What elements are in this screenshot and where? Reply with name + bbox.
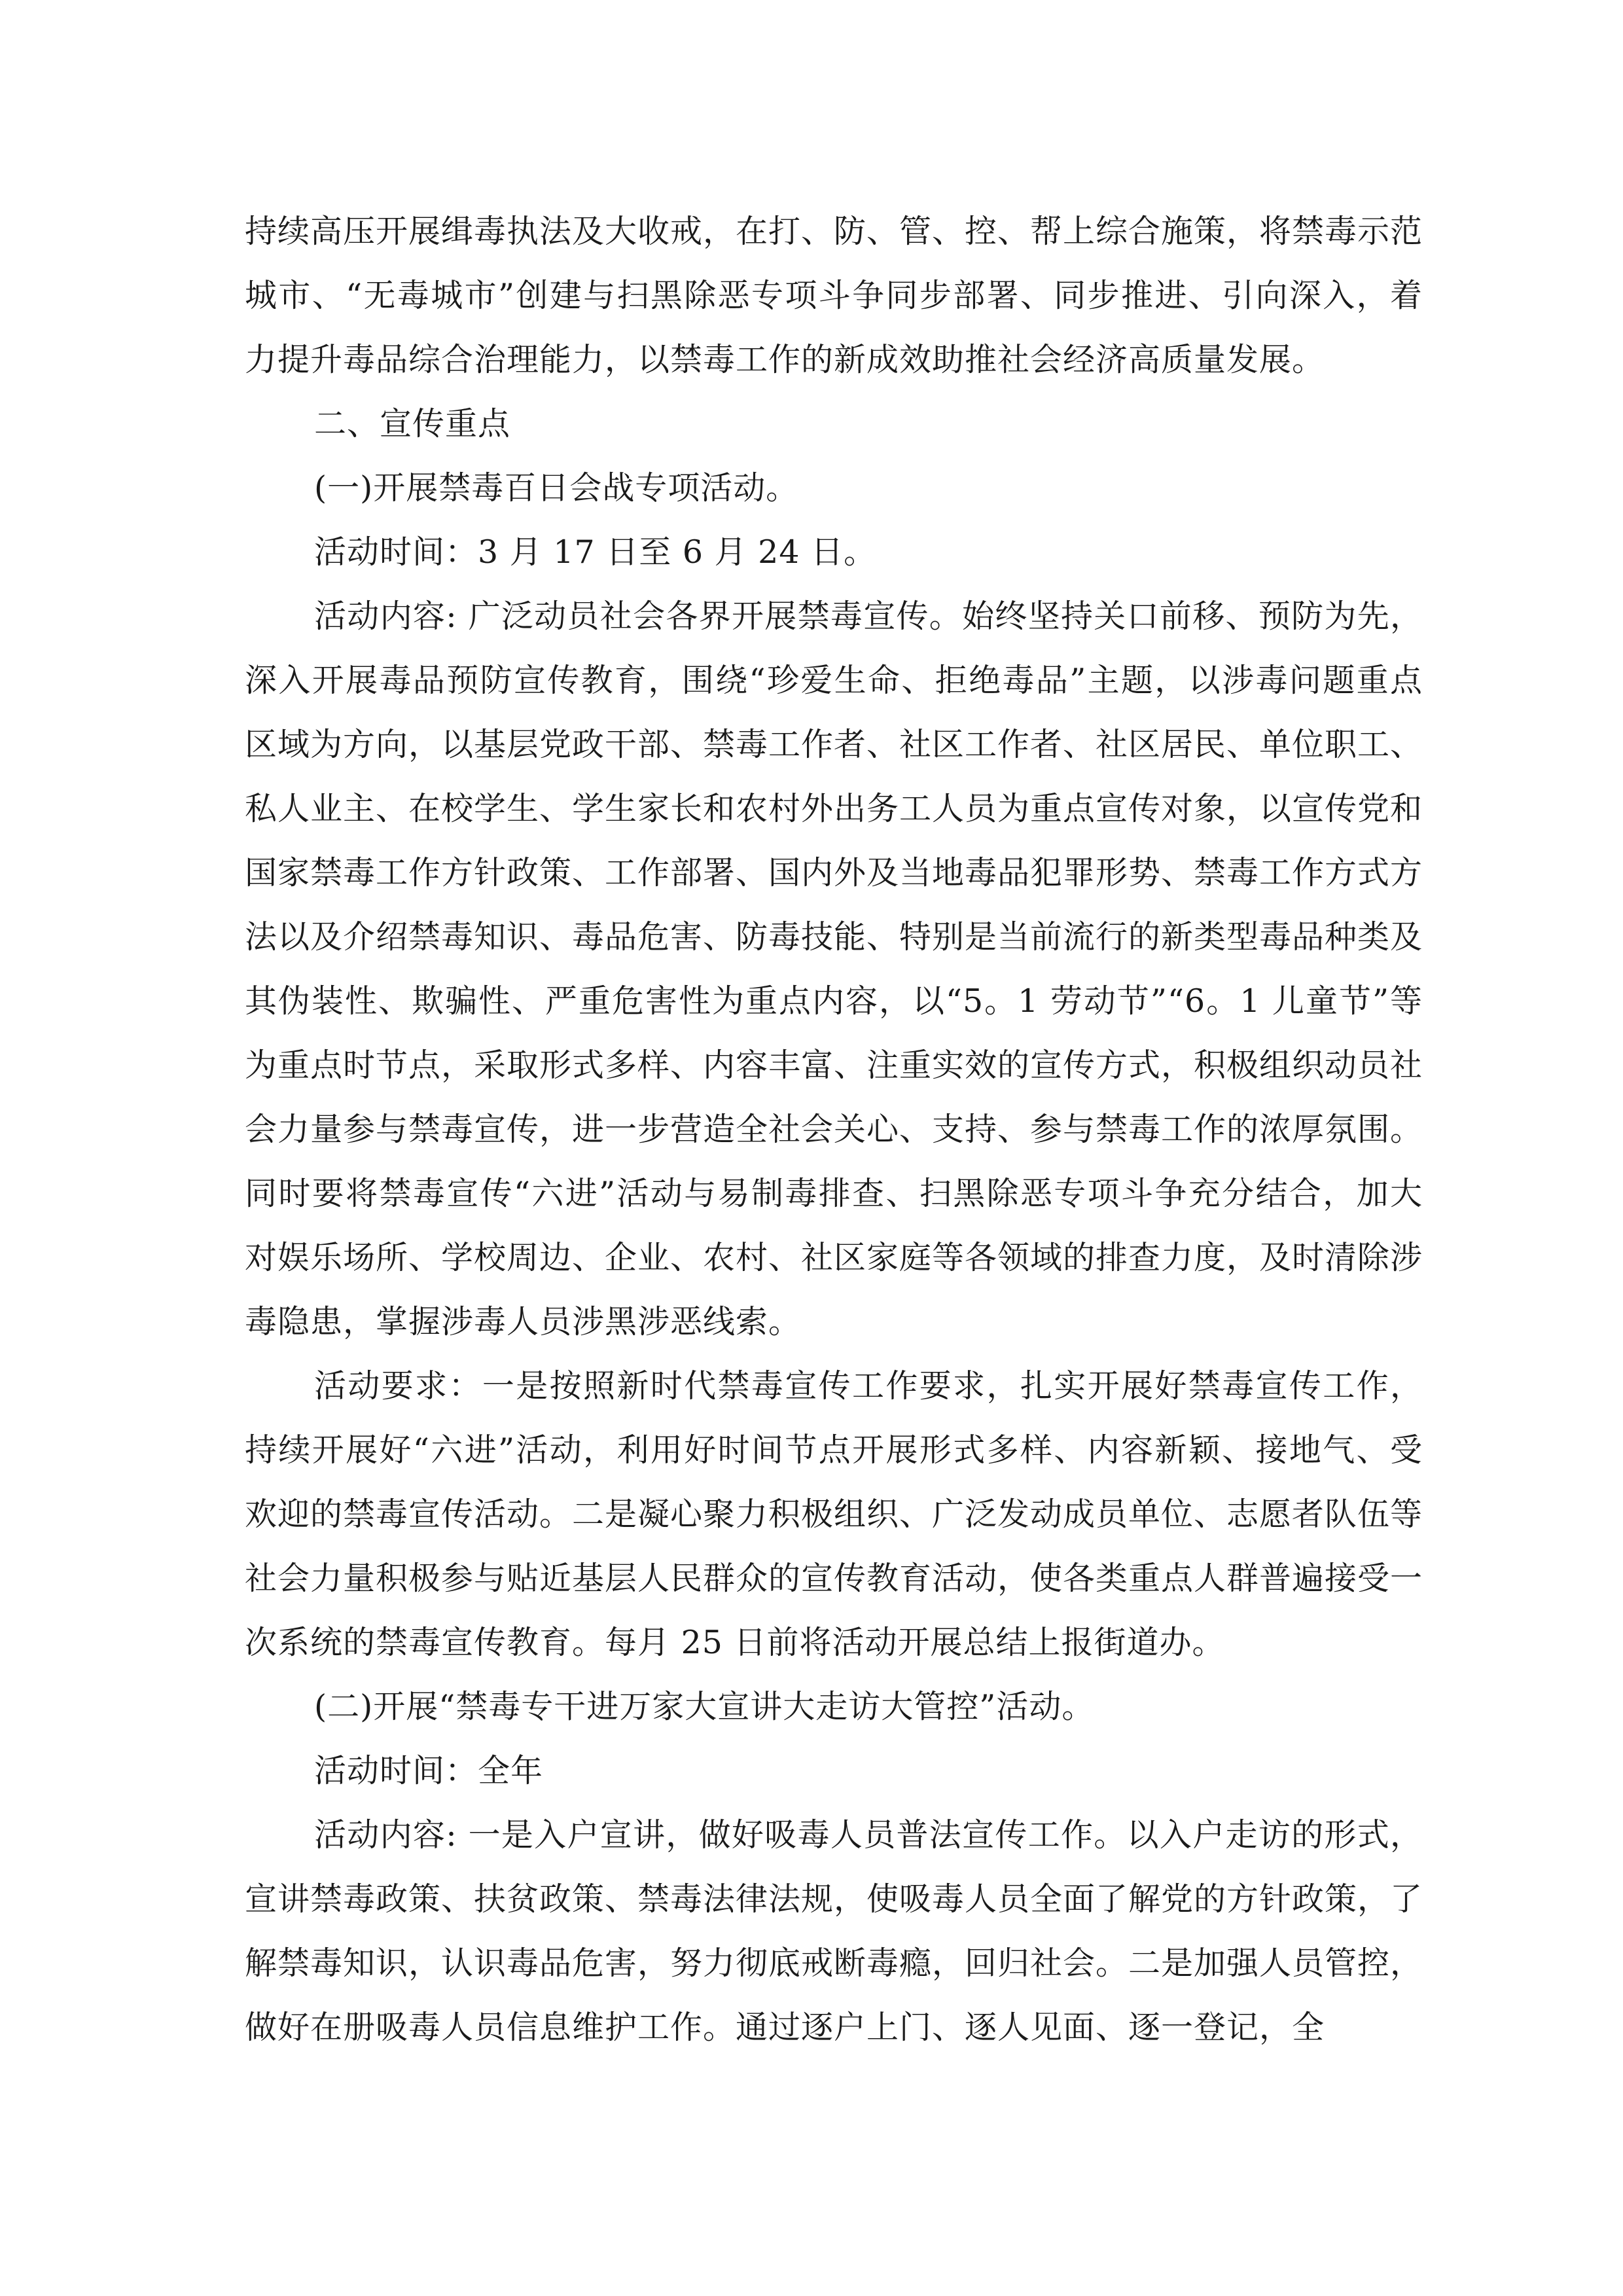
paragraph-activity-time-1: 活动时间：3 月 17 日至 6 月 24 日。 (314, 533, 877, 571)
paragraph-continuation: 持续高压开展缉毒执法及大收戒，在打、防、管、控、帮上综合施策，将禁毒示范城市、“无毒城市”创建与扫黑除恶专项斗争同步部署、同步推进、引向深入，着力提升毒品综合治理能力，以禁毒工作的新成效助推社会经济高质量发展。 (245, 213, 1423, 378)
paragraph-activity-content-2: 活动内容: 一是入户宣讲，做好吸毒人员普法宣传工作。以入户走访的形式，宣讲禁毒政策、扶贫政策、禁毒法律法规，使吸毒人员全面了解党的方针政策，了解禁毒知识，认识毒品危害，努力彻底戒断毒瘾，回归社会。二是加强人员管控，做好在册吸毒人员信息维护工作。通过逐户上门、逐人见面、逐一登记，全 (245, 1816, 1423, 2046)
subsection-heading-home-visits-campaign: (二)开展“禁毒专干进万家大宣讲大走访大管控”活动。 (314, 1688, 1095, 1725)
section-heading-publicity-focus: 二、宣传重点 (314, 405, 511, 442)
paragraph-activity-requirements-1: 活动要求：一是按照新时代禁毒宣传工作要求，扎实开展好禁毒宣传工作，持续开展好“六进”活动，利用好时间节点开展形式多样、内容新颖、接地气、受欢迎的禁毒宣传活动。二是凝心聚力积极组织、广泛发动成员单位、志愿者队伍等社会力量积极参与贴近基层人民群众的宣传教育活动，使各类重点人群普遍接受一次系统的禁毒宣传教育。每月 25 日前将活动开展总结上报街道办。 (245, 1367, 1423, 1661)
document-body (245, 200, 1423, 2060)
paragraph-activity-time-2: 活动时间：全年 (314, 1752, 544, 1789)
paragraph-activity-content-1: 活动内容: 广泛动员社会各界开展禁毒宣传。始终坚持关口前移、预防为先，深入开展毒品预防宣传教育，围绕“珍爱生命、拒绝毒品”主题，以涉毒问题重点区域为方向，以基层党政干部、禁毒工作者、社区工作者、社区居民、单位职工、私人业主、在校学生、学生家长和农村外出务工人员为重点宣传对象，以宣传党和国家禁毒工作方针政策、工作部署、国内外及当地毒品犯罪形势、禁毒工作方式方法以及介绍禁毒知识、毒品危害、防毒技能、特别是当前流行的新类型毒品种类及其伪装性、欺骗性、严重危害性为重点内容，以“5。1 劳动节”“6。1 儿童节”等为重点时节点，采取形式多样、内容丰富、注重实效的宣传方式，积极组织动员社会力量参与禁毒宣传，进一步营造全社会关心、支持、参与禁毒工作的浓厚氛围。同时要将禁毒宣传“六进”活动与易制毒排查、扫黑除恶专项斗争充分结合，加大对娱乐场所、学校周边、企业、农村、社区家庭等各领域的排查力度，及时清除涉毒隐患，掌握涉毒人员涉黑涉恶线索。 (245, 598, 1423, 1340)
subsection-heading-hundred-day-campaign: (一)开展禁毒百日会战专项活动。 (314, 469, 799, 507)
